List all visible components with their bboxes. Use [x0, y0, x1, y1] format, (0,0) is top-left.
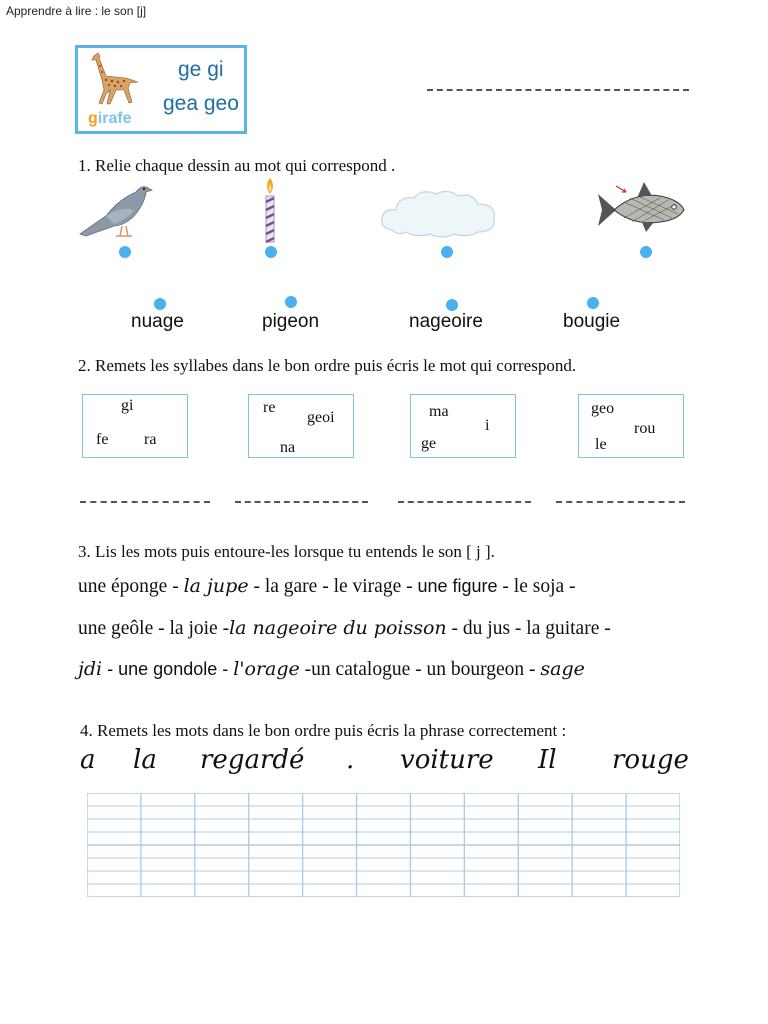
exercise-1-title: 1. Relie chaque dessin au mot qui correspond . — [78, 156, 396, 175]
word-segment[interactable]: - la gare - le virage - — [248, 576, 418, 597]
cursive-word-segment[interactable]: sage — [540, 658, 585, 680]
sound-reference-card — [75, 45, 247, 134]
word-segment[interactable]: - le soja - — [497, 576, 576, 597]
cursive-word-segment[interactable]: jdi — [78, 658, 103, 680]
syllable: rou — [634, 420, 656, 437]
syllable: na — [280, 439, 296, 456]
fish-icon — [594, 180, 688, 240]
syllable: geoi — [307, 409, 335, 426]
word-dot-4[interactable] — [587, 297, 599, 309]
syllable-box-1 — [82, 394, 188, 458]
syllable: ra — [144, 431, 157, 448]
syllable: ge — [421, 435, 437, 452]
scrambled-word: la — [133, 745, 157, 775]
scrambled-word: regardé — [200, 745, 305, 775]
highlighted-letter: g — [88, 110, 98, 127]
cursive-word-segment[interactable]: la nageoire du poisson — [229, 617, 447, 639]
syllable-answer-line-4[interactable] — [556, 501, 685, 503]
syllable: gi — [121, 397, 134, 414]
syllable-box-4 — [578, 394, 684, 458]
word-segment[interactable]: - une gondole - — [102, 659, 234, 679]
scrambled-word: voiture — [400, 745, 494, 775]
word-list-line-3 — [78, 658, 585, 681]
syllable: le — [595, 436, 607, 453]
scrambled-word: Il — [538, 745, 557, 775]
picture-dot-2[interactable] — [265, 246, 277, 258]
cursive-word-segment[interactable]: la jupe — [183, 575, 249, 597]
syllable-box-2 — [248, 394, 354, 458]
word-list-line-2 — [78, 617, 611, 640]
syllables-line-1: ge gi — [178, 58, 224, 81]
handwriting-grid[interactable] — [87, 793, 680, 897]
match-word-2: pigeon — [262, 311, 320, 332]
word-segment[interactable]: -un catalogue - un bourgeon - — [299, 659, 541, 680]
word-list-line-1 — [78, 575, 576, 598]
word-segment[interactable]: une geôle - la joie - — [78, 618, 230, 639]
giraffe-icon — [86, 50, 146, 110]
worksheet-header-title: Apprendre à lire : le son [j] — [6, 4, 147, 18]
word-dot-3[interactable] — [446, 299, 458, 311]
syllable: ma — [429, 403, 449, 420]
scrambled-word: . — [346, 745, 355, 775]
syllable: i — [485, 417, 490, 434]
match-word-4: bougie — [563, 311, 621, 332]
cloud-icon — [378, 186, 500, 240]
picture-dot-4[interactable] — [640, 246, 652, 258]
syllable: re — [263, 399, 276, 416]
syllable-answer-line-1[interactable] — [80, 501, 210, 503]
picture-dot-3[interactable] — [441, 246, 453, 258]
scrambled-word: rouge — [612, 745, 689, 775]
word-segment[interactable]: - du jus - la guitare - — [446, 618, 611, 639]
syllable-answer-line-2[interactable] — [235, 501, 368, 503]
word-segment[interactable]: une éponge - — [78, 576, 184, 597]
cursive-word-segment[interactable]: l'orage — [233, 658, 300, 680]
word-segment[interactable]: une figure — [417, 576, 498, 596]
syllable-box-3 — [410, 394, 516, 458]
match-word-1: nuage — [131, 311, 184, 332]
example-word — [88, 110, 132, 128]
syllable: geo — [591, 400, 615, 417]
syllable: fe — [96, 431, 109, 448]
candle-icon — [230, 176, 310, 246]
exercise-4-title: 4. Remets les mots dans le bon ordre puis écris la phrase correctement : — [80, 721, 567, 740]
scrambled-word: a — [80, 745, 96, 775]
pigeon-icon — [76, 176, 156, 246]
exercise-3-title: 3. Lis les mots puis entoure-les lorsque tu entends le son [ j ]. — [78, 542, 495, 561]
syllables-line-2: gea geo — [163, 92, 239, 115]
exercise-2-title: 2. Remets les syllabes dans le bon ordre puis écris le mot qui correspond. — [78, 356, 577, 375]
word-rest: irafe — [97, 110, 132, 127]
picture-dot-1[interactable] — [119, 246, 131, 258]
match-word-3: nageoire — [409, 311, 483, 332]
word-dot-1[interactable] — [154, 298, 166, 310]
word-dot-2[interactable] — [285, 296, 297, 308]
name-answer-line[interactable] — [427, 89, 689, 91]
syllable-answer-line-3[interactable] — [398, 501, 531, 503]
